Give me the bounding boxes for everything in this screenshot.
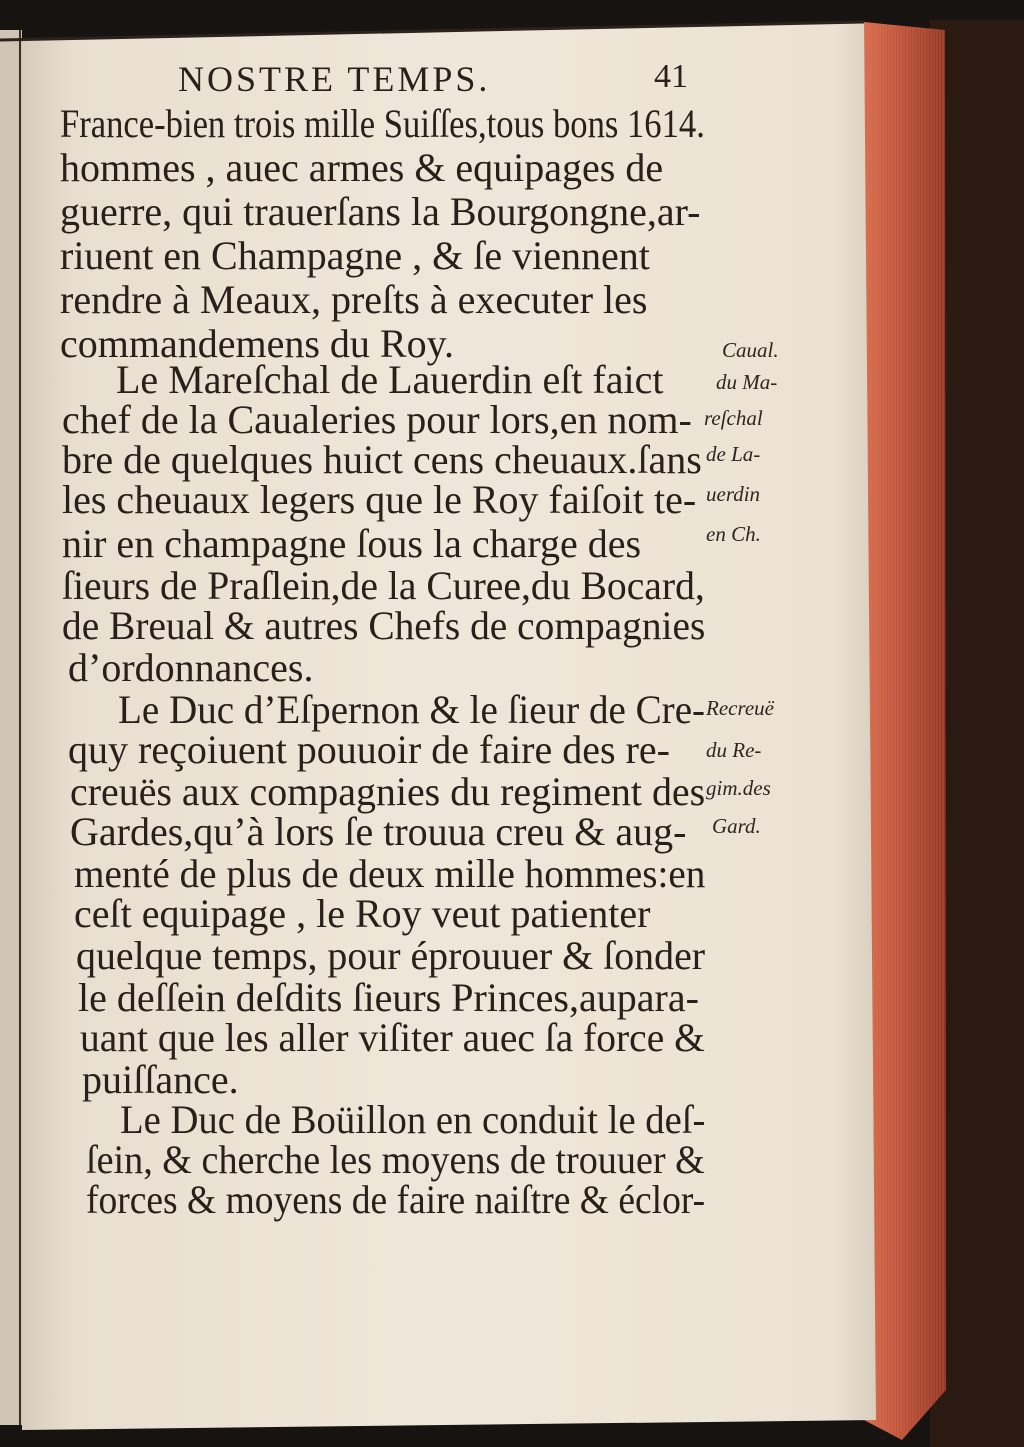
- text-line: le deſſein deſdits ſieurs Princes,aupara-: [78, 975, 699, 1020]
- text-line: forces & moyens de faire naiſtre & éclor-: [86, 1177, 706, 1222]
- page-number: 41: [654, 58, 688, 95]
- margin-note: Gard.: [712, 814, 761, 838]
- margin-note: en Ch.: [706, 522, 761, 546]
- text-line: Le Duc d’Eſpernon & le ſieur de Cre-: [118, 687, 706, 732]
- text-line: de Breual & autres Chefs de compagnies: [62, 603, 706, 648]
- text-line: uant que les aller viſiter auec ſa force &: [80, 1015, 705, 1060]
- left-page-edge: [0, 30, 22, 1425]
- text-line: menté de plus de deux mille hommes:en: [74, 851, 706, 896]
- text-line: Le Mareſchal de Lauerdin eſt faict: [116, 357, 664, 402]
- text-line: ſieurs de Praſlein,de la Curee,du Bocard,: [62, 563, 705, 608]
- text-line: commandemens du Roy.: [60, 321, 455, 366]
- margin-note: Recreuë: [706, 696, 775, 720]
- text-line: hommes , auec armes & equipages de: [60, 145, 664, 190]
- text-line: quelque temps, pour éprouuer & ſonder: [76, 933, 706, 978]
- margin-note: du Ma-: [716, 370, 778, 394]
- margin-note: de La-: [706, 442, 761, 466]
- text-line: chef de la Caualeries pour lors,en nom-: [62, 397, 692, 442]
- text-line: d’ordonnances.: [68, 645, 314, 690]
- text-line: creuës aux compagnies du regiment des: [70, 769, 706, 814]
- text-line: France-bien trois mille Suiſſes,tous bons 1614.: [60, 101, 705, 146]
- text-line: rendre à Meaux, preſts à executer les: [60, 277, 648, 322]
- text-line: les cheuaux legers que le Roy faiſoit te-: [62, 477, 697, 522]
- margin-note: uerdin: [706, 482, 761, 506]
- text-line: ceſt equipage , le Roy veut patienter: [74, 891, 651, 936]
- text-line: nir en champagne ſous la charge des: [62, 521, 642, 566]
- margin-note: gim.des: [706, 776, 771, 800]
- running-head: NOSTRE TEMPS.: [178, 59, 491, 99]
- margin-note: du Re-: [706, 738, 762, 762]
- text-line: riuent en Champagne , & ſe viennent: [60, 233, 650, 278]
- margin-note: Caual.: [722, 338, 779, 362]
- text-line: quy reçoiuent pouuoir de faire des re-: [68, 727, 670, 772]
- text-line: Le Duc de Boüillon en conduit le deſ-: [120, 1097, 706, 1142]
- text-line: puiſſance.: [82, 1057, 239, 1102]
- text-line: bre de quelques huict cens cheuaux.ſans: [62, 437, 702, 482]
- margin-note: reſchal: [704, 406, 763, 430]
- text-line: ſein, & cherche les moyens de trouuer &: [86, 1137, 705, 1182]
- text-line: guerre, qui trauerſans la Bourgongne,ar-: [60, 189, 701, 234]
- text-line: Gardes,qu’à lors ſe trouua creu & aug-: [70, 809, 687, 854]
